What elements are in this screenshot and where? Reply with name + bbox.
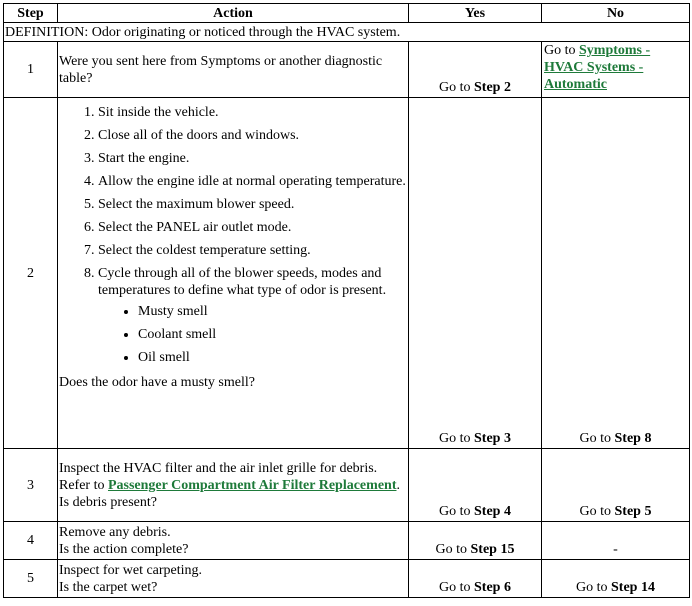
step-number: 2 — [4, 98, 58, 449]
header-step: Step — [4, 4, 58, 23]
header-action: Action — [58, 4, 409, 23]
odor-list — [98, 303, 407, 366]
yes-cell — [409, 522, 542, 560]
go-to-label: Go to — [579, 431, 612, 446]
action-text: Inspect the HVAC filter and the air inlet grille for debris. Refer to — [59, 460, 378, 493]
question-text: Is debris present? — [59, 494, 157, 510]
header-no: No — [542, 4, 690, 23]
go-to-label: Go to — [579, 504, 612, 519]
yes-cell — [409, 42, 542, 98]
question-text: Is the action complete? — [59, 541, 189, 557]
definition-text: DEFINITION: Odor originating or noticed through the HVAC system. — [4, 23, 690, 42]
go-to-step-link[interactable]: Step 8 — [614, 431, 652, 446]
go-to-step-link[interactable]: Step 2 — [474, 80, 511, 95]
list-item: 6. Select the PANEL air outlet mode. — [98, 219, 407, 236]
go-to-step-link[interactable]: Step 3 — [474, 431, 511, 446]
go-to-step-link[interactable]: Step 5 — [614, 504, 652, 519]
step-number: 5 — [4, 560, 58, 598]
yes-cell — [409, 560, 542, 598]
step-number: 1 — [4, 42, 58, 98]
diagnostic-table — [3, 3, 690, 598]
action-text: Were you sent here from Symptoms or another diagnostic table? — [58, 42, 409, 98]
no-cell — [542, 42, 690, 98]
list-item: 2. Close all of the doors and windows. — [98, 127, 407, 144]
question-text: Is the carpet wet? — [59, 579, 158, 595]
list-item-text: Cycle through all of the blower speeds, modes and temperatures to define what type of odor is present. — [98, 266, 387, 298]
go-to-step-link[interactable]: Step 6 — [474, 580, 511, 595]
go-to-label: Go to — [435, 542, 468, 557]
table-row — [4, 522, 690, 560]
no-cell — [542, 98, 690, 449]
go-to-step-link[interactable]: Step 15 — [470, 542, 515, 557]
go-to-step-link[interactable]: Step 4 — [474, 504, 511, 519]
no-cell: - — [542, 522, 690, 560]
action-cell — [58, 560, 409, 598]
list-item: • Musty smell — [138, 303, 407, 320]
list-item: • Coolant smell — [138, 326, 407, 343]
list-item: • Oil smell — [138, 349, 407, 366]
header-row — [4, 4, 690, 23]
go-to-label: Go to — [439, 504, 471, 519]
definition-row — [4, 23, 690, 42]
table-row — [4, 42, 690, 98]
yes-cell — [409, 449, 542, 522]
header-yes: Yes — [409, 4, 542, 23]
table-row — [4, 560, 690, 598]
table-row — [4, 449, 690, 522]
table-row — [4, 98, 690, 449]
go-to-label: Go to — [576, 580, 608, 595]
go-to-step-link[interactable]: Step 14 — [611, 580, 655, 595]
step-number: 3 — [4, 449, 58, 522]
action-cell — [58, 98, 409, 449]
yes-cell — [409, 98, 542, 449]
action-cell — [58, 522, 409, 560]
symptoms-link[interactable]: Symptoms - HVAC Systems - Automatic — [544, 43, 651, 92]
question-text: Does the odor have a musty smell? — [59, 375, 255, 390]
go-to-label: Go to — [544, 43, 576, 58]
air-filter-replacement-link[interactable]: Passenger Compartment Air Filter Replacement — [107, 477, 397, 493]
procedure-list — [59, 104, 407, 366]
go-to-label: Go to — [439, 431, 471, 446]
action-text-end: . — [396, 477, 400, 493]
list-item — [98, 265, 407, 366]
go-to-label: Go to — [439, 580, 471, 595]
go-to-label: Go to — [439, 80, 471, 95]
list-item: 4. Allow the engine idle at normal operating temperature. — [98, 173, 407, 190]
action-text: Remove any debris. — [59, 524, 171, 540]
action-text: Inspect for wet carpeting. — [59, 562, 203, 578]
no-cell — [542, 560, 690, 598]
list-item: 5. Select the maximum blower speed. — [98, 196, 407, 213]
list-item: 1. Sit inside the vehicle. — [98, 104, 407, 121]
step-number: 4 — [4, 522, 58, 560]
list-item: 3. Start the engine. — [98, 150, 407, 167]
no-cell — [542, 449, 690, 522]
action-cell — [58, 449, 409, 522]
list-item: 7. Select the coldest temperature setting. — [98, 242, 407, 259]
